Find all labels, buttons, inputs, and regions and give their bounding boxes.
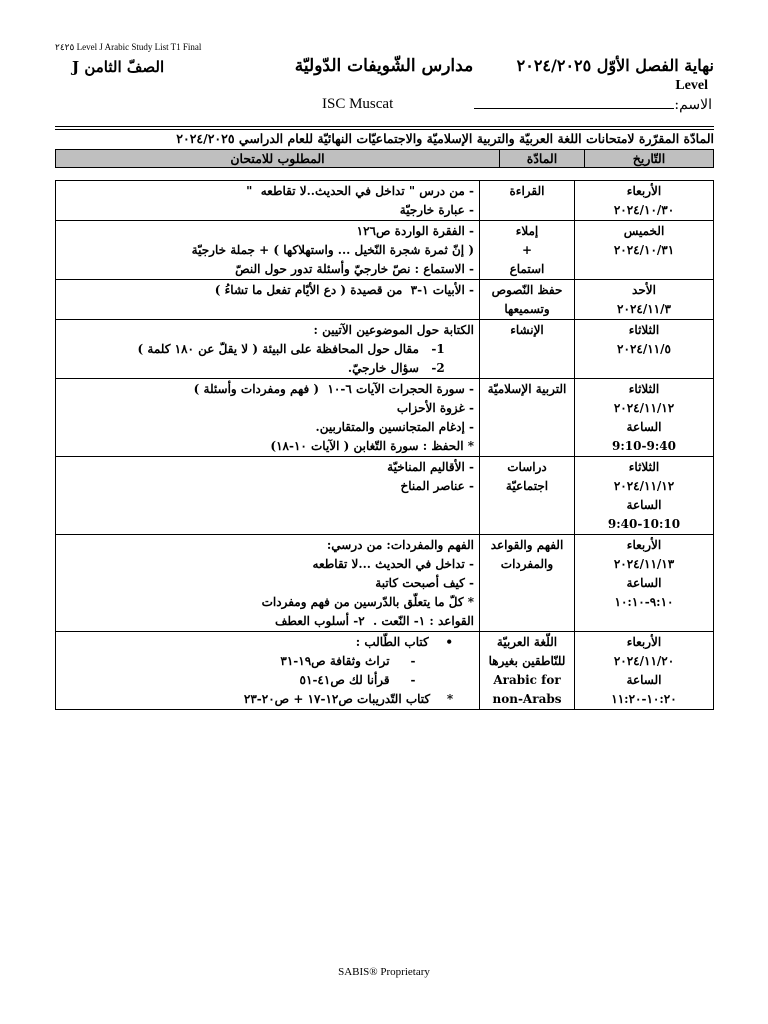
- requirements-line: - الاستماع : نصّ خارجيّ وأسئلة تدور حول النصّ: [235, 262, 474, 276]
- date-cell: [575, 280, 714, 320]
- date-line: ٢٠٢٤/١١/٣: [617, 302, 671, 316]
- date-cell: [575, 181, 714, 221]
- requirements-line: - إدغام المتجانسين والمتقاربين.: [315, 420, 474, 434]
- subject-cell: [480, 221, 575, 280]
- divider-line: [55, 129, 714, 130]
- requirements-line: القواعد : ١- النّعت . ٢- أسلوب العطف: [274, 614, 474, 628]
- footer-proprietary: SABIS® Proprietary: [338, 966, 430, 978]
- requirements-line: 2- سؤال خارجيّ.: [347, 361, 474, 375]
- requirements-line: * كلّ ما يتعلّق بالدّرسين من فهم ومفردات: [261, 595, 474, 609]
- subject-cell: [480, 181, 575, 221]
- subject-cell: [480, 457, 575, 535]
- column-header-subject: المادّة: [500, 150, 585, 168]
- table-row: [56, 320, 714, 379]
- requirements-cell: [56, 379, 480, 457]
- requirements-cell: [56, 535, 480, 632]
- date-line: ٢٠٢٤/١٠/٣١: [613, 243, 675, 257]
- requirements-cell: [56, 181, 480, 221]
- requirements-cell: [56, 632, 480, 710]
- table-row: [56, 457, 714, 535]
- date-line: الساعة: [626, 498, 662, 512]
- date-cell: [575, 379, 714, 457]
- date-line: ٢٠٢٤/١١/٥: [617, 342, 671, 356]
- requirements-line: - كيف أصبحت كاتبة: [375, 576, 474, 590]
- divider-line: [55, 126, 714, 127]
- table-header: [55, 149, 714, 168]
- date-line: الأربعاء: [626, 184, 662, 198]
- requirements-line: - غزوة الأحزاب: [396, 401, 474, 415]
- subject-line: +: [521, 243, 533, 257]
- requirements-cell: [56, 280, 480, 320]
- student-name-field: [474, 96, 712, 113]
- date-line: الساعة: [626, 673, 662, 687]
- school-name-english: ISC Muscat: [322, 96, 394, 112]
- date-cell: [575, 632, 714, 710]
- table-row: [56, 379, 714, 457]
- school-name-arabic: مدارس الشّويفات الدّوليّة: [294, 56, 474, 76]
- term-title: نهاية الفصل الأوّل ٢٠٢٤/٢٠٢٥: [516, 56, 714, 75]
- subject-cell: [480, 535, 575, 632]
- date-line: الأربعاء: [626, 635, 662, 649]
- date-line: ٢٠٢٤/١١/١٢: [613, 479, 675, 493]
- exam-subjects-heading: المادّة المقرّرة لامتحانات اللغة العربيّة والتربية الإسلاميّة والاجتماعيّات النهائيّة للعام الدراسي ٢٠٢٤/٢٠٢٥: [176, 131, 714, 146]
- subject-line: استماع: [509, 262, 545, 276]
- requirements-cell: [56, 221, 480, 280]
- name-blank-line: [474, 96, 674, 109]
- subject-line: وتسميعها: [504, 302, 550, 316]
- subject-cell: [480, 280, 575, 320]
- subject-cell: [480, 632, 575, 710]
- requirements-line: 1- مقال حول المحافظة على البيئة ( لا يقلّ عن ١٨٠ كلمة ): [137, 342, 474, 356]
- date-line: 9:40-10:10: [607, 517, 681, 531]
- subject-line: اللّغة العربيّة: [496, 635, 558, 649]
- date-cell: [575, 221, 714, 280]
- date-cell: [575, 320, 714, 379]
- date-line: ٢٠٢٤/١١/٢٠: [613, 654, 675, 668]
- requirements-line: - تراث وثقافة ص١٩-٣١: [280, 654, 474, 668]
- subject-line: Arabic for: [493, 673, 561, 687]
- table-row: [56, 632, 714, 710]
- requirements-line: • كتاب الطّالب :: [355, 635, 474, 649]
- date-line: الأربعاء: [626, 538, 662, 552]
- name-label: الاسم:: [674, 97, 712, 113]
- date-line: ٢٠٢٤/١١/١٣: [613, 557, 675, 571]
- date-line: الخميس: [623, 224, 665, 238]
- requirements-line: - من درس " تداخل في الحديث..لا تقاطعه ": [246, 184, 474, 198]
- table-row: [56, 181, 714, 221]
- requirements-line: - الأبيات ١-٣ من قصيدة ( دع الأيّام تفعل ما تشاءُ ): [214, 283, 474, 297]
- requirements-line: - عناصر المناخ: [400, 479, 474, 493]
- requirements-line: * كتاب التّدريبات ص١٢-١٧ + ص٢٠-٢٣: [243, 692, 474, 706]
- subject-line: دراسات: [507, 460, 547, 474]
- date-line: ١٠:٢٠-١١:٢٠: [611, 692, 677, 706]
- date-line: ٢٠٢٤/١٠/٣٠: [613, 203, 675, 217]
- date-line: الساعة: [626, 420, 662, 434]
- requirements-line: - الفقرة الواردة ص١٢٦: [356, 224, 474, 238]
- subject-line: للنّاطقين بغيرها: [488, 654, 566, 668]
- subject-cell: [480, 379, 575, 457]
- document-code: ٢٤٢٥ Level J Arabic Study List T1 Final: [55, 42, 202, 52]
- subject-line: والمفردات: [500, 557, 554, 571]
- subject-cell: [480, 320, 575, 379]
- level-label: Level: [675, 78, 708, 93]
- requirements-line: الكتابة حول الموضوعين الآتيين :: [313, 323, 474, 337]
- requirements-cell: [56, 457, 480, 535]
- date-line: 9:10-9:40: [612, 439, 676, 453]
- requirements-line: - قرأنا لك ص٤١-٥١: [299, 673, 474, 687]
- date-line: الثلاثاء: [628, 323, 660, 337]
- table-row: [56, 221, 714, 280]
- date-cell: [575, 535, 714, 632]
- date-line: الساعة: [626, 576, 662, 590]
- date-line: ٢٠٢٤/١١/١٢: [613, 401, 675, 415]
- requirements-line: - تداخل في الحديث ...لا تقاطعه: [312, 557, 474, 571]
- date-cell: [575, 457, 714, 535]
- subject-line: اجتماعيّة: [505, 479, 549, 493]
- subject-line: الإنشاء: [510, 323, 544, 337]
- exam-schedule-table: [55, 180, 714, 710]
- subject-line: القراءة: [509, 184, 545, 198]
- column-header-requirements: المطلوب للامتحان: [56, 150, 500, 168]
- subject-line: حفظ النّصوص: [491, 283, 563, 297]
- grade-label: الصفّ الثامن J: [72, 58, 165, 76]
- date-line: الثلاثاء: [628, 382, 660, 396]
- requirements-line: ( إنّ ثمرة شجرة النّخيل ... واستهلاكها ) + جملة خارجيّة: [191, 243, 474, 257]
- table-row: [56, 280, 714, 320]
- subject-line: التربية الإسلاميّة: [487, 382, 567, 396]
- date-line: الأحد: [632, 283, 656, 297]
- requirements-line: * الحفظ : سورة التّغابن ( الآيات ١٠-١٨): [270, 439, 474, 453]
- table-row: [56, 535, 714, 632]
- subject-line: الفهم والقواعد: [490, 538, 564, 552]
- subject-line: non-Arabs: [492, 692, 562, 706]
- subject-line: إملاء: [515, 224, 539, 238]
- requirements-line: - سورة الحجرات الآيات ٦-١٠ ( فهم ومفردات وأسئلة ): [193, 382, 474, 396]
- requirements-line: - الأقاليم المناخيّة: [387, 460, 474, 474]
- date-line: الثلاثاء: [628, 460, 660, 474]
- requirements-line: - عبارة خارجيّة: [399, 203, 474, 217]
- column-header-date: التّاريخ: [585, 150, 714, 168]
- requirements-cell: [56, 320, 480, 379]
- date-line: ٩:١٠-١٠:١٠: [614, 595, 674, 609]
- requirements-line: الفهم والمفردات: من درسي:: [326, 538, 474, 552]
